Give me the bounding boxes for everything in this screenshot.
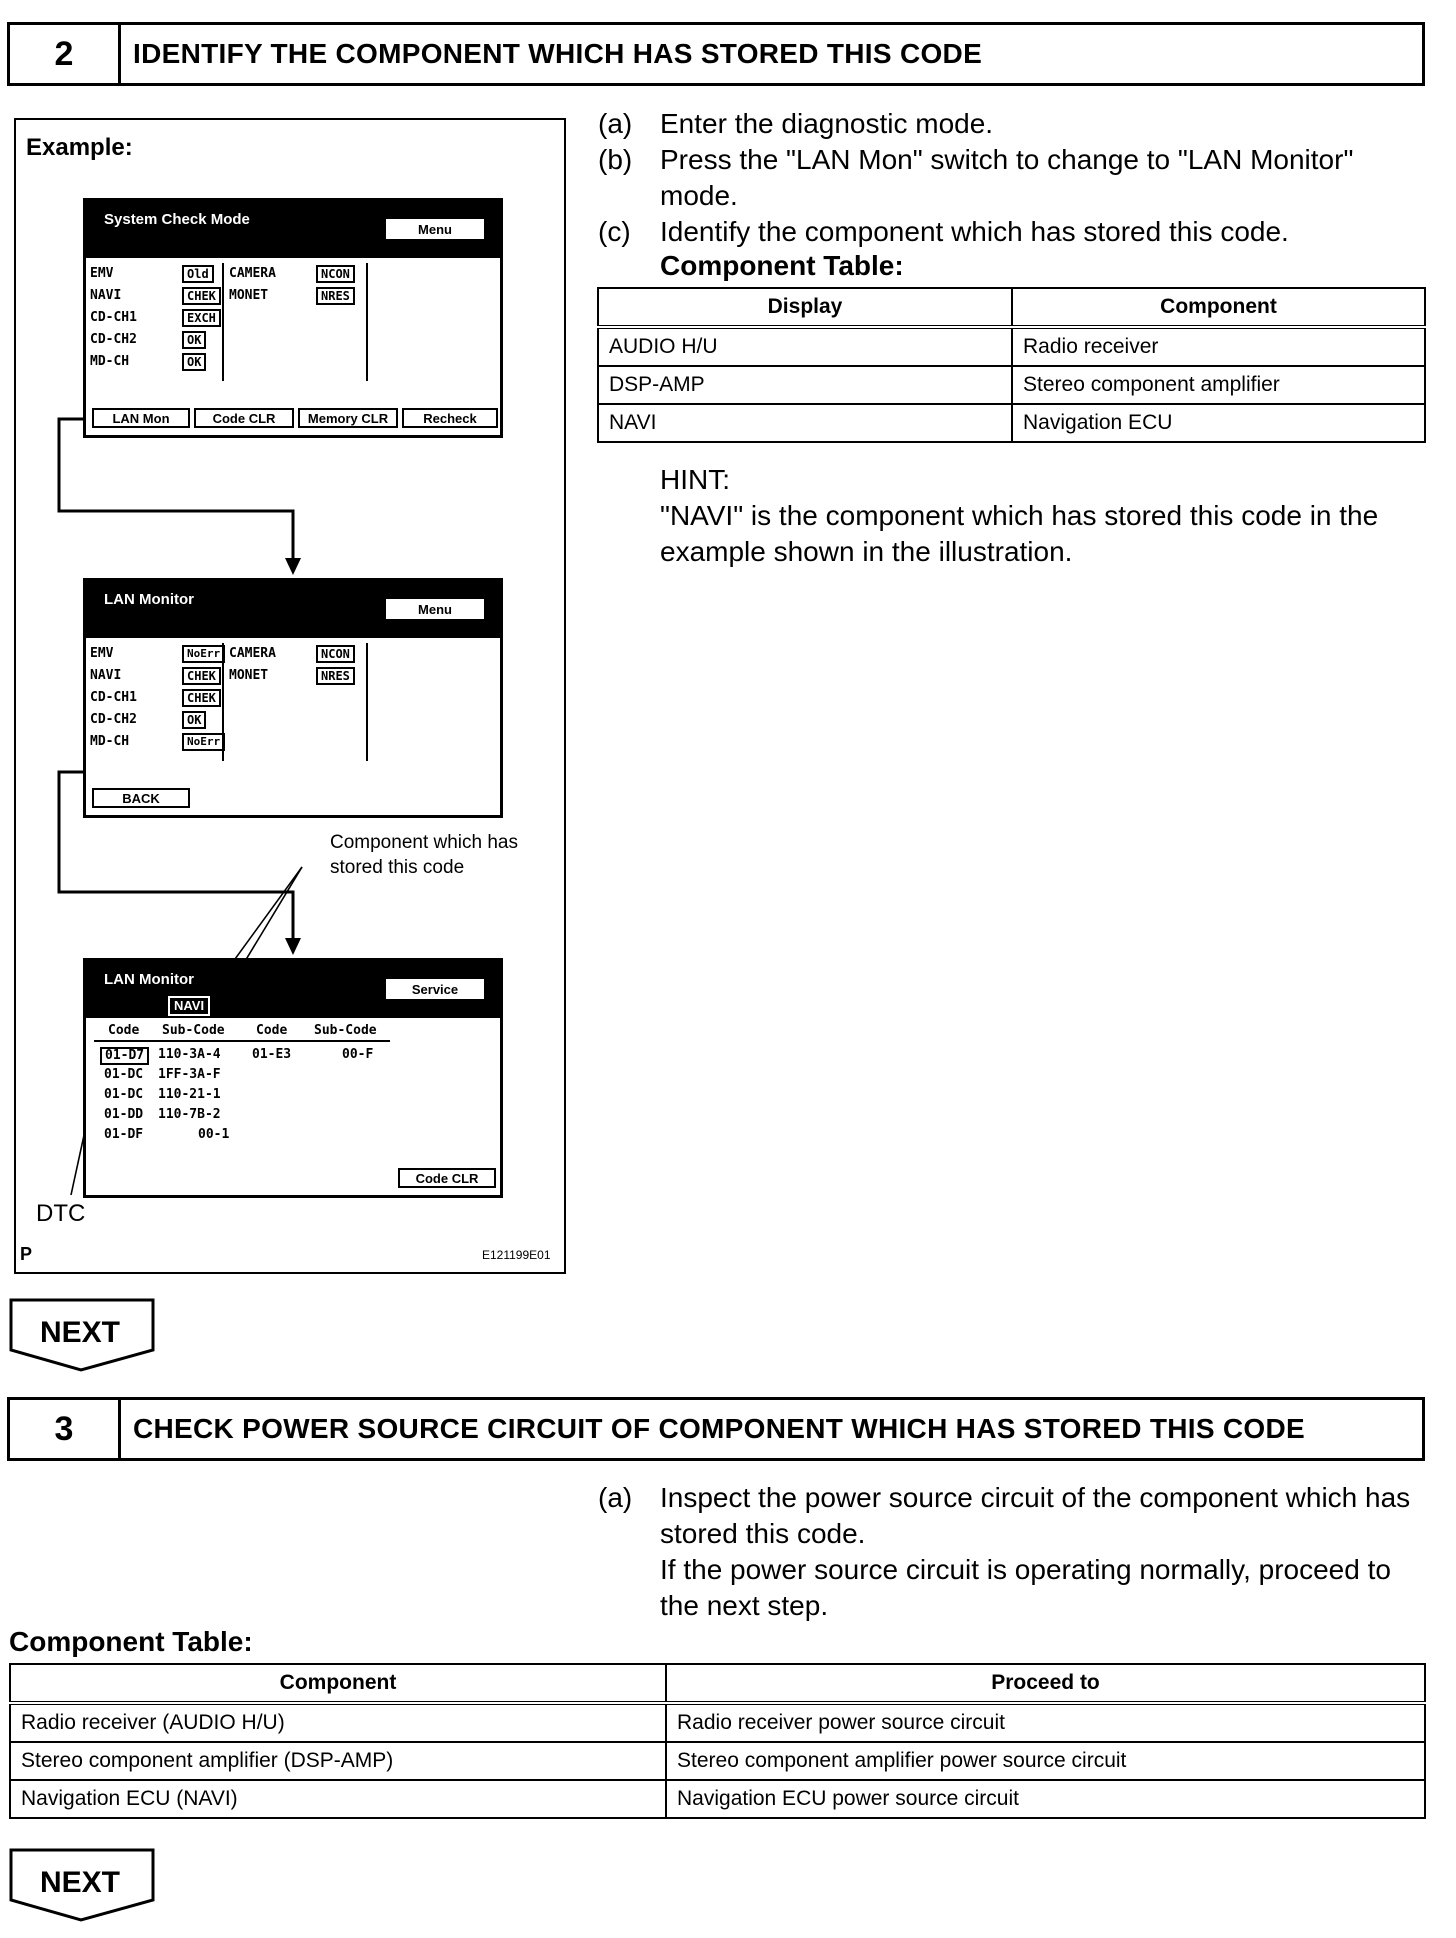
lan-monitor-screen: [83, 578, 503, 818]
item-label: NAVI: [90, 668, 122, 683]
item-label: CD-CH1: [90, 310, 137, 325]
column-divider: [366, 643, 368, 761]
dtc-code[interactable]: 01-D7: [100, 1047, 149, 1065]
code-header: Code: [256, 1023, 288, 1038]
table-cell: Radio receiver: [1012, 327, 1425, 366]
table-cell: Stereo component amplifier (DSP-AMP): [10, 1742, 666, 1780]
table-title: Component Table:: [9, 1626, 253, 1657]
item-label: MONET: [229, 668, 269, 683]
screen-title: LAN Monitor: [104, 591, 194, 608]
item-label: MD-CH: [90, 734, 130, 749]
step-label: (b): [598, 144, 633, 175]
code-clr-button[interactable]: Code CLR: [194, 408, 294, 428]
table-cell: Stereo component amplifier power source circuit: [666, 1742, 1425, 1780]
table-cell: DSP-AMP: [598, 366, 1012, 404]
next-button[interactable]: [9, 1298, 155, 1377]
status-badge: OK: [182, 711, 206, 729]
example-figure: [14, 118, 566, 1274]
dtc-code: 01-DC: [104, 1087, 144, 1102]
table-cell: Stereo component amplifier: [1012, 366, 1425, 404]
item-label: EMV: [90, 646, 114, 661]
memory-clr-button[interactable]: Memory CLR: [298, 408, 398, 428]
status-badge: CHEK: [182, 667, 221, 685]
step-2b: [598, 142, 1424, 214]
table-cell: Radio receiver (AUDIO H/U): [10, 1703, 666, 1742]
next-button[interactable]: [9, 1848, 155, 1927]
screen-title-bar: [86, 581, 500, 638]
system-check-screen: [83, 198, 503, 438]
next-label: NEXT: [39, 1316, 120, 1349]
table-cell: Radio receiver power source circuit: [666, 1703, 1425, 1742]
table-cell: Navigation ECU (NAVI): [10, 1780, 666, 1818]
right-items: [229, 643, 276, 687]
item-label: NAVI: [90, 288, 122, 303]
recheck-button[interactable]: Recheck: [402, 408, 498, 428]
component-badge: NAVI: [168, 996, 210, 1016]
step-2-header: [7, 22, 1425, 86]
table-row: [598, 327, 1425, 366]
status-badge: NoErr: [182, 733, 225, 751]
step-number: 3: [10, 1400, 121, 1458]
screen-title: System Check Mode: [104, 211, 250, 228]
column-header: Component: [1012, 288, 1425, 327]
table-cell: Navigation ECU: [1012, 404, 1425, 442]
dtc-subcode: 110-3A-4: [158, 1047, 221, 1062]
header-divider: [94, 1040, 390, 1042]
status-badge: NRES: [316, 287, 355, 305]
status-badge: Old: [182, 265, 214, 283]
hint-label: HINT:: [660, 464, 730, 495]
next-label: NEXT: [39, 1866, 120, 1899]
table-header-row: [598, 288, 1425, 327]
step-text: Press the "LAN Mon" switch to change to "LAN Monitor" mode.: [660, 144, 1354, 211]
item-label: MD-CH: [90, 354, 130, 369]
screen-title: LAN Monitor: [104, 971, 194, 988]
dtc-label: DTC: [36, 1200, 86, 1227]
screen-title-bar: [86, 961, 500, 1018]
subcode-header: Sub-Code: [162, 1023, 225, 1038]
step-text: Identify the component which has stored this code.: [660, 216, 1289, 247]
status-badge: OK: [182, 331, 206, 349]
table-row: [10, 1703, 1425, 1742]
table-row: [598, 366, 1425, 404]
code-header: Code: [108, 1023, 140, 1038]
right-items: [229, 263, 276, 307]
figure-id: E121199E01: [482, 1248, 551, 1262]
component-table: [597, 287, 1426, 443]
column-header: Component: [10, 1664, 666, 1703]
step-label: (a): [598, 1482, 633, 1513]
left-items: [90, 263, 137, 373]
dtc-subcode: 00-F: [342, 1047, 374, 1062]
step-number: 2: [10, 25, 121, 83]
status-badge: CHEK: [182, 689, 221, 707]
dtc-subcode: 110-7B-2: [158, 1107, 221, 1122]
subcode-header: Sub-Code: [314, 1023, 377, 1038]
column-header: Display: [598, 288, 1012, 327]
table-row: [10, 1742, 1425, 1780]
example-label: Example:: [26, 134, 133, 161]
item-label: MONET: [229, 288, 269, 303]
step-text: Enter the diagnostic mode.: [660, 108, 994, 139]
step-title: IDENTIFY THE COMPONENT WHICH HAS STORED THIS CODE: [133, 38, 983, 69]
hint-text: "NAVI" is the component which has stored this code in the example shown in the illustration.: [660, 500, 1379, 567]
table-row: [10, 1780, 1425, 1818]
step-3a-cont: If the power source circuit is operating normally, proceed to the next step.: [660, 1554, 1391, 1621]
code-clr-button[interactable]: Code CLR: [398, 1168, 496, 1188]
dtc-subcode: 110-21-1: [158, 1087, 221, 1102]
item-label: CD-CH1: [90, 690, 137, 705]
item-label: CAMERA: [229, 646, 276, 661]
menu-button[interactable]: Menu: [386, 599, 484, 619]
status-badge: NCON: [316, 265, 355, 283]
column-divider: [222, 263, 224, 381]
step-3-header: [7, 1397, 1425, 1461]
table-title: Component Table:: [660, 250, 904, 281]
table-header-row: [10, 1664, 1425, 1703]
back-button[interactable]: BACK: [92, 788, 190, 808]
dtc-subcode: 1FF-3A-F: [158, 1067, 221, 1082]
dtc-subcode: 00-1: [198, 1127, 230, 1142]
status-badge: NRES: [316, 667, 355, 685]
column-divider: [366, 263, 368, 381]
dtc-code: 01-DF: [104, 1127, 144, 1142]
left-items: [90, 643, 137, 753]
item-label: CD-CH2: [90, 332, 137, 347]
lan-monitor-detail-screen: [83, 958, 503, 1198]
menu-button[interactable]: Menu: [386, 219, 484, 239]
table-cell: NAVI: [598, 404, 1012, 442]
step-label: (a): [598, 108, 633, 139]
item-label: EMV: [90, 266, 114, 281]
status-badge: OK: [182, 353, 206, 371]
service-button[interactable]: Service: [386, 979, 484, 999]
table-row: [598, 404, 1425, 442]
status-badge: NCON: [316, 645, 355, 663]
status-badge: EXCH: [182, 309, 221, 327]
column-divider: [222, 643, 224, 761]
step-title: CHECK POWER SOURCE CIRCUIT OF COMPONENT WHICH HAS STORED THIS CODE: [133, 1413, 1305, 1444]
proceed-table: [9, 1663, 1426, 1819]
table-cell: AUDIO H/U: [598, 327, 1012, 366]
item-label: CD-CH2: [90, 712, 137, 727]
callout-text: Component which has stored this code: [330, 832, 518, 878]
corner-letter: P: [20, 1244, 33, 1264]
table-cell: Navigation ECU power source circuit: [666, 1780, 1425, 1818]
step-text: Inspect the power source circuit of the component which has stored this code.: [660, 1482, 1411, 1549]
lan-mon-button[interactable]: LAN Mon: [92, 408, 190, 428]
dtc-code: 01-DD: [104, 1107, 144, 1122]
dtc-code: 01-DC: [104, 1067, 144, 1082]
screen-title-bar: [86, 201, 500, 258]
status-badge: CHEK: [182, 287, 221, 305]
column-header: Proceed to: [666, 1664, 1425, 1703]
dtc-code: 01-E3: [252, 1047, 292, 1062]
item-label: CAMERA: [229, 266, 276, 281]
status-badge: NoErr: [182, 645, 225, 663]
step-label: (c): [598, 216, 631, 247]
